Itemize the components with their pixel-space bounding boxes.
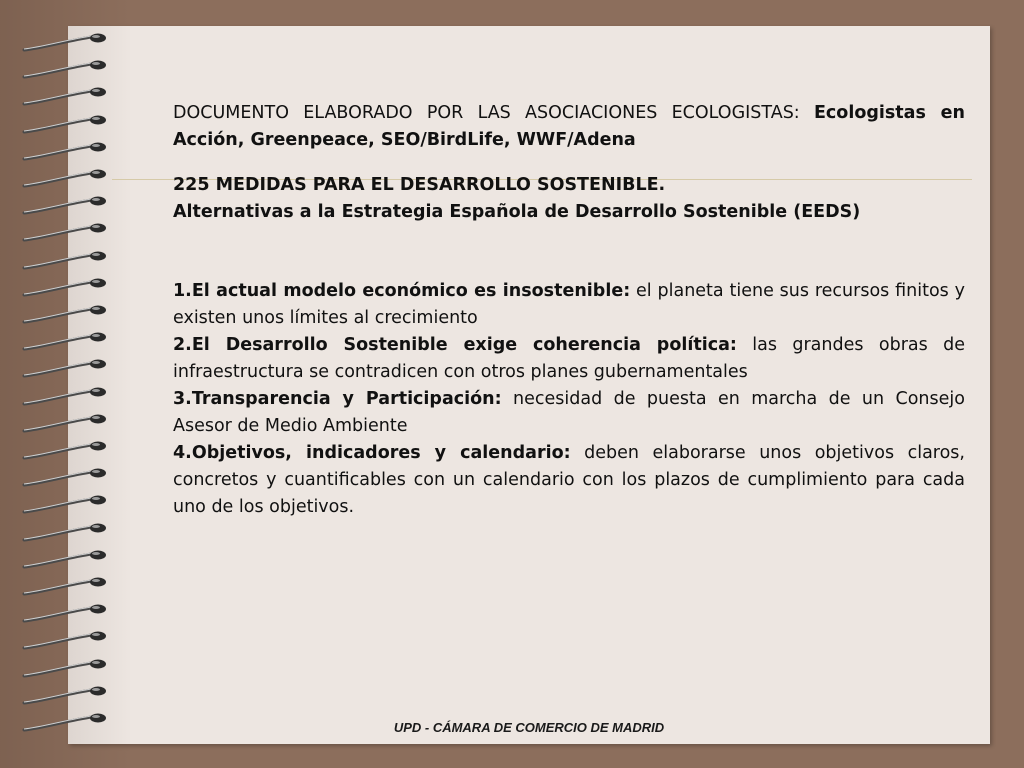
title-subtitle: Alternativas a la Estrategia Española de Desarrollo Sostenible (EEDS) [173,202,861,222]
spiral-ring-icon [22,327,114,355]
header-plain-text: DOCUMENTO ELABORADO POR LAS ASOCIACIONES ECOLOGISTAS: [173,103,800,123]
spiral-ring-icon [22,300,114,328]
spiral-ring-icon [22,354,114,382]
title-main: 225 MEDIDAS PARA EL DESARROLLO SOSTENIBLE. [173,175,666,195]
footer-text: UPD - CÁMARA DE COMERCIO DE MADRID [393,720,665,735]
point-1-text: el planeta tiene sus recursos finitos y existen unos límites al crecimiento [173,281,965,328]
spiral-ring-icon [22,191,114,219]
point-3-text: necesidad de puesta en marcha de un Consejo Asesor de Medio Ambiente [173,389,965,436]
spiral-ring-icon [22,572,114,600]
spiral-ring-icon [22,82,114,110]
spiral-ring-icon [22,246,114,274]
header-block [173,100,965,154]
spiral-ring-icon [22,436,114,464]
point-3 [173,386,965,440]
spiral-ring-icon [22,654,114,682]
point-2-heading: 2.El Desarrollo Sostenible exige coherencia política: [173,335,737,355]
spiral-binding [22,28,114,740]
spiral-ring-icon [22,409,114,437]
point-2 [173,332,965,386]
point-4-heading: 4.Objetivos, indicadores y calendario: [173,443,571,463]
point-1-heading: 1.El actual modelo económico es insostenible: [173,281,631,301]
point-4-text: deben elaborarse unos objetivos claros, concretos y cuantificables con un calendario con los plazos de cumplimiento para cada uno de los objetivos. [173,443,965,517]
spiral-ring-icon [22,518,114,546]
point-2-text: las grandes obras de infraestructura se contradicen con otros planes gubernamentales [173,335,965,382]
spiral-ring-icon [22,137,114,165]
spiral-ring-icon [22,681,114,709]
title-block [173,172,965,199]
spiral-ring-icon [22,545,114,573]
point-4 [173,440,965,521]
spiral-ring-icon [22,55,114,83]
spiral-ring-icon [22,599,114,627]
subtitle-block [173,199,965,226]
spiral-ring-icon [22,626,114,654]
spiral-ring-icon [22,273,114,301]
slide-content [173,100,965,521]
header-organizations: Ecologistas en Acción, Greenpeace, SEO/BirdLife, WWF/Adena [173,103,965,150]
spiral-ring-icon [22,28,114,56]
point-1 [173,278,965,332]
point-3-heading: 3.Transparencia y Participación: [173,389,502,409]
spiral-ring-icon [22,164,114,192]
spiral-ring-icon [22,110,114,138]
spiral-ring-icon [22,463,114,491]
spiral-ring-icon [22,382,114,410]
spiral-ring-icon [22,490,114,518]
spiral-ring-icon [22,218,114,246]
